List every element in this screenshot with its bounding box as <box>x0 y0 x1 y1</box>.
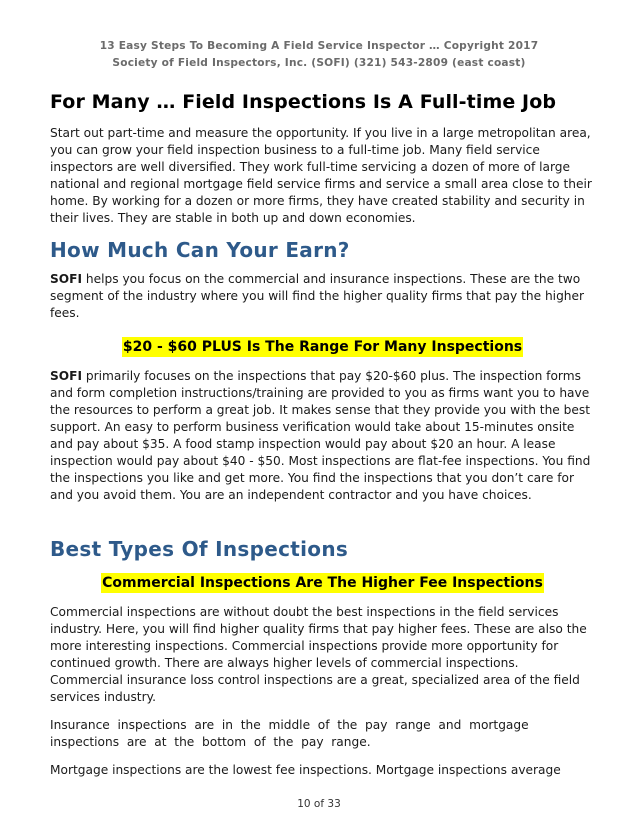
earn-paragraph-1 <box>50 271 595 322</box>
earn-paragraph-2 <box>50 368 595 504</box>
best-types-paragraph-3: Mortgage inspections are the lowest fee inspections. Mortgage inspections average <box>50 763 561 777</box>
best-types-paragraph-1: Commercial inspections are without doubt the best inspections in the field services industry. Here, you will find higher quality firms that pay higher fees. These are also the more interesting inspections. Commercial inspections provide more opportunity for continued growth. There are always higher levels of commercial inspections. Commercial insurance loss control inspections are a great, specialized area of the field services industry. <box>50 605 587 704</box>
full-time-paragraph: Start out part-time and measure the opportunity. If you live in a large metropolitan area, you can grow your field inspection business to a full-time job. Many field service inspectors are well diversified. They work full-time servicing a dozen of more of large national and regional mortgage field service firms and service a small area close to their home. By working for a dozen or more firms, they have created stability and security in their lives. They are stable in both up and down economies. <box>50 126 592 225</box>
best-types-heading: Best Types Of Inspections <box>50 537 349 561</box>
best-types-paragraph-2: Insurance inspections are in the middle of the pay range and mortgage inspections are at the bottom of the pay range. <box>50 718 533 749</box>
page-header <box>0 38 638 72</box>
range-highlight-row <box>50 335 595 357</box>
page-content <box>50 90 595 779</box>
commercial-highlight: Commercial Inspections Are The Higher Fee Inspections <box>102 575 543 591</box>
earn-heading: How Much Can Your Earn? <box>50 238 350 262</box>
commercial-highlight-row <box>50 571 595 593</box>
header-line-1: 13 Easy Steps To Becoming A Field Service Inspector … Copyright 2017 <box>99 40 539 52</box>
page-number: 10 of 33 <box>297 798 341 810</box>
earn-paragraph-2-text: primarily focuses on the inspections that pay $20-$60 plus. The inspection forms and form completion instructions/training are provided to you as firms want you to have the resources to perform a great job. It makes sense that they provide you with the best support. An easy to perform business verification would take about 15-minutes onsite and pay about $35. A food stamp inspection would pay about $20 an hour. A lease inspection would pay about $40 - $50. Most inspections are flat-fee inspections. You find the inspections you like and get more. You find the inspections that you don’t care for and you avoid them. You are an independent contractor and you have choices. <box>50 369 591 502</box>
range-highlight: $20 - $60 PLUS Is The Range For Many Inspections <box>122 339 523 355</box>
header-line-2: Society of Field Inspectors, Inc. (SOFI) (321) 543-2809 (east coast) <box>112 57 526 69</box>
earn-paragraph-1-text: helps you focus on the commercial and insurance inspections. These are the two segment of the industry where you will find the higher quality firms that pay the higher fees. <box>50 272 585 320</box>
full-time-heading: For Many … Field Inspections Is A Full-time Job <box>50 91 557 113</box>
sofi-label: SOFI <box>50 369 82 383</box>
sofi-label: SOFI <box>50 272 82 286</box>
